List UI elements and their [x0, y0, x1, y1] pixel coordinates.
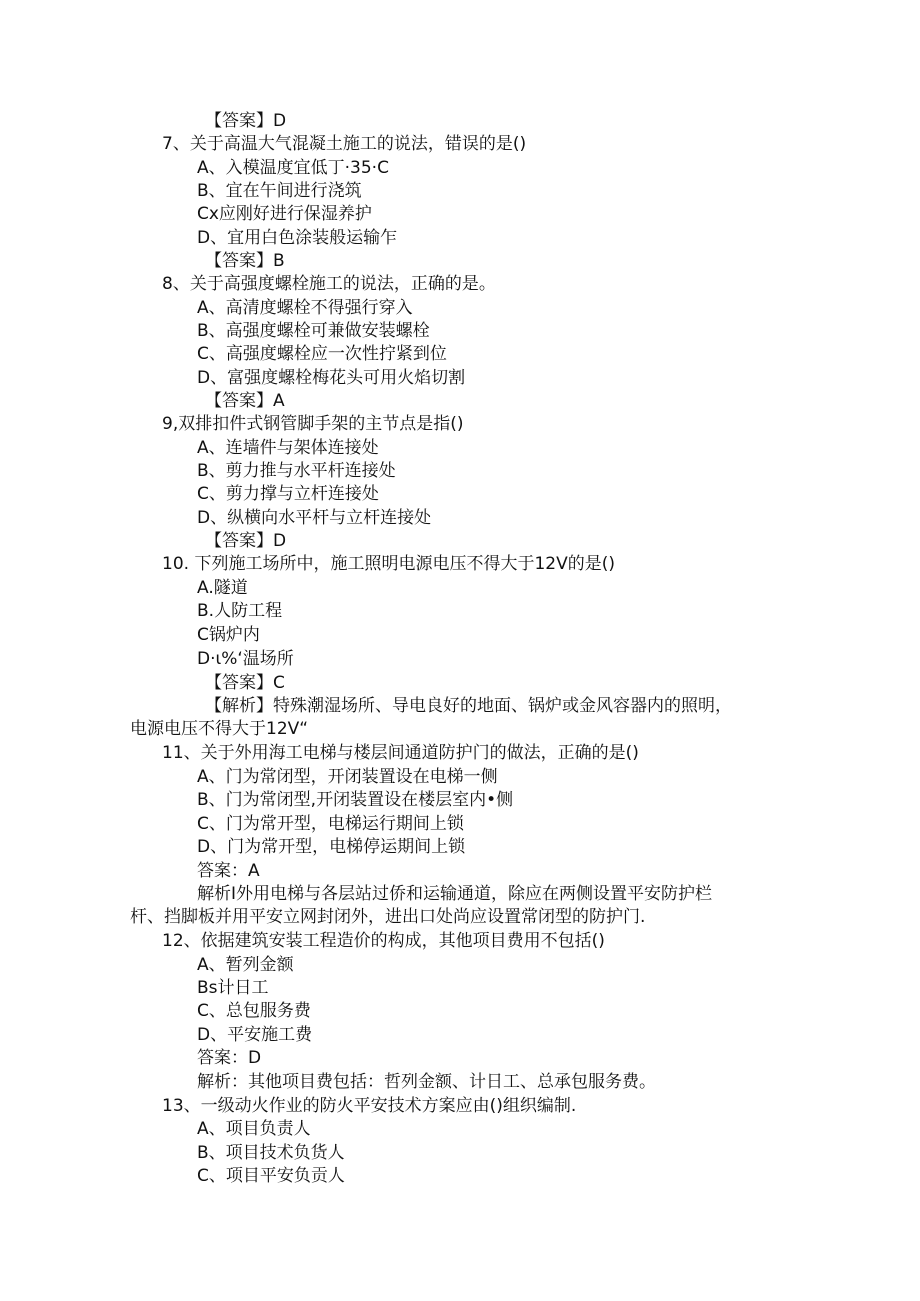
question-10: 10. 下列施工场所中，施工照明电源电压不得大于12V的是(): [162, 554, 615, 574]
q7-option-d: D、宜用白色涂装般运输乍: [197, 228, 398, 248]
answer-q10: 【答案】C: [205, 673, 285, 693]
answer-q12: 答案：D: [197, 1048, 262, 1068]
q11-option-b: B、门为常闭型,开闭装置设在楼层室内•侧: [197, 790, 514, 810]
q10-option-c: C锅炉内: [197, 625, 260, 645]
answer-q6: 【答案】D: [205, 111, 287, 131]
analysis-q11-line2: 杆、挡脚板并用平安立网封闭外，进出口处尚应设置常闭型的防护门.: [130, 907, 646, 927]
q12-option-d: D、平安施工费: [197, 1025, 313, 1045]
q11-option-c: C、门为常开型，电梯运行期间上锁: [197, 814, 464, 834]
q10-option-b: B.人防工程: [197, 601, 283, 621]
answer-q11: 答案：A: [197, 861, 260, 881]
analysis-q10-line1: 【解析】特殊潮湿场所、导电良好的地面、锅炉或金风容器内的照明，: [205, 696, 732, 716]
q8-option-b: B、高强度螺栓可兼做安装螺栓: [197, 321, 430, 341]
q7-option-c: Cx应刚好进行保湿养护: [197, 204, 372, 224]
question-12: 12、依据建筑安装工程造价的构成，其他项目费用不包括(): [162, 931, 605, 951]
analysis-q12: 解析：其他项目费包括：哲列金额、计日工、总承包服务费。: [197, 1072, 656, 1092]
q9-option-a: A、连墙件与架体连接处: [197, 438, 379, 458]
question-9: 9,双排扣件式钢管脚手架的主节点是指(): [162, 414, 464, 434]
q10-option-d: D·ι%‘温场所: [197, 649, 294, 669]
q13-option-a: A、项目负责人: [197, 1119, 311, 1139]
analysis-q11-line1: 解析I外用电梯与各层站过侨和运输通道，除应在两侧设置平安防护栏: [197, 884, 713, 904]
q10-option-a: A.隧道: [197, 578, 248, 598]
question-11: 11、关于外用海工电梯与楼层间通道防护门的做法，正确的是(): [162, 743, 639, 763]
q13-option-c: C、项目平安负贡人: [197, 1166, 345, 1186]
q9-option-c: C、剪力撑与立杆连接处: [197, 484, 379, 504]
question-8: 8、关于高强度螺栓施工的说法，正确的是。: [162, 274, 496, 294]
analysis-q10-line2: 电源电压不得大于12V“: [130, 719, 309, 739]
question-13: 13、一级动火作业的防火平安技术方案应由()组织编制.: [162, 1096, 577, 1116]
answer-q9: 【答案】D: [205, 531, 287, 551]
q13-option-b: B、项目技术负货人: [197, 1143, 345, 1163]
q8-option-d: D、富强度螺栓梅花头可用火焰切割: [197, 368, 466, 388]
q8-option-c: C、高强度螺栓应一次性拧紧到位: [197, 344, 447, 364]
q11-option-d: D、门为常开型，电梯停运期间上锁: [197, 837, 466, 857]
q12-option-b: Bs计日工: [197, 978, 269, 998]
q12-option-a: A、暂列金额: [197, 955, 294, 975]
q8-option-a: A、高清度螺栓不得强行穿入: [197, 298, 413, 318]
q9-option-d: D、纵横向水平杆与立杆连接处: [197, 508, 432, 528]
q7-option-b: B、宜在午间进行浇筑: [197, 181, 362, 201]
answer-q8: 【答案】A: [205, 391, 285, 411]
q11-option-a: A、门为常闭型，开闭装置设在电梯一侧: [197, 767, 498, 787]
question-7: 7、关于高温大气混凝土施工的说法，错误的是(): [162, 134, 527, 154]
q7-option-a: A、入模温度宜低丁·35·C: [197, 158, 389, 178]
answer-q7: 【答案】B: [205, 251, 285, 271]
q12-option-c: C、总包服务费: [197, 1001, 311, 1021]
q9-option-b: B、剪力推与水平杆连接处: [197, 461, 396, 481]
